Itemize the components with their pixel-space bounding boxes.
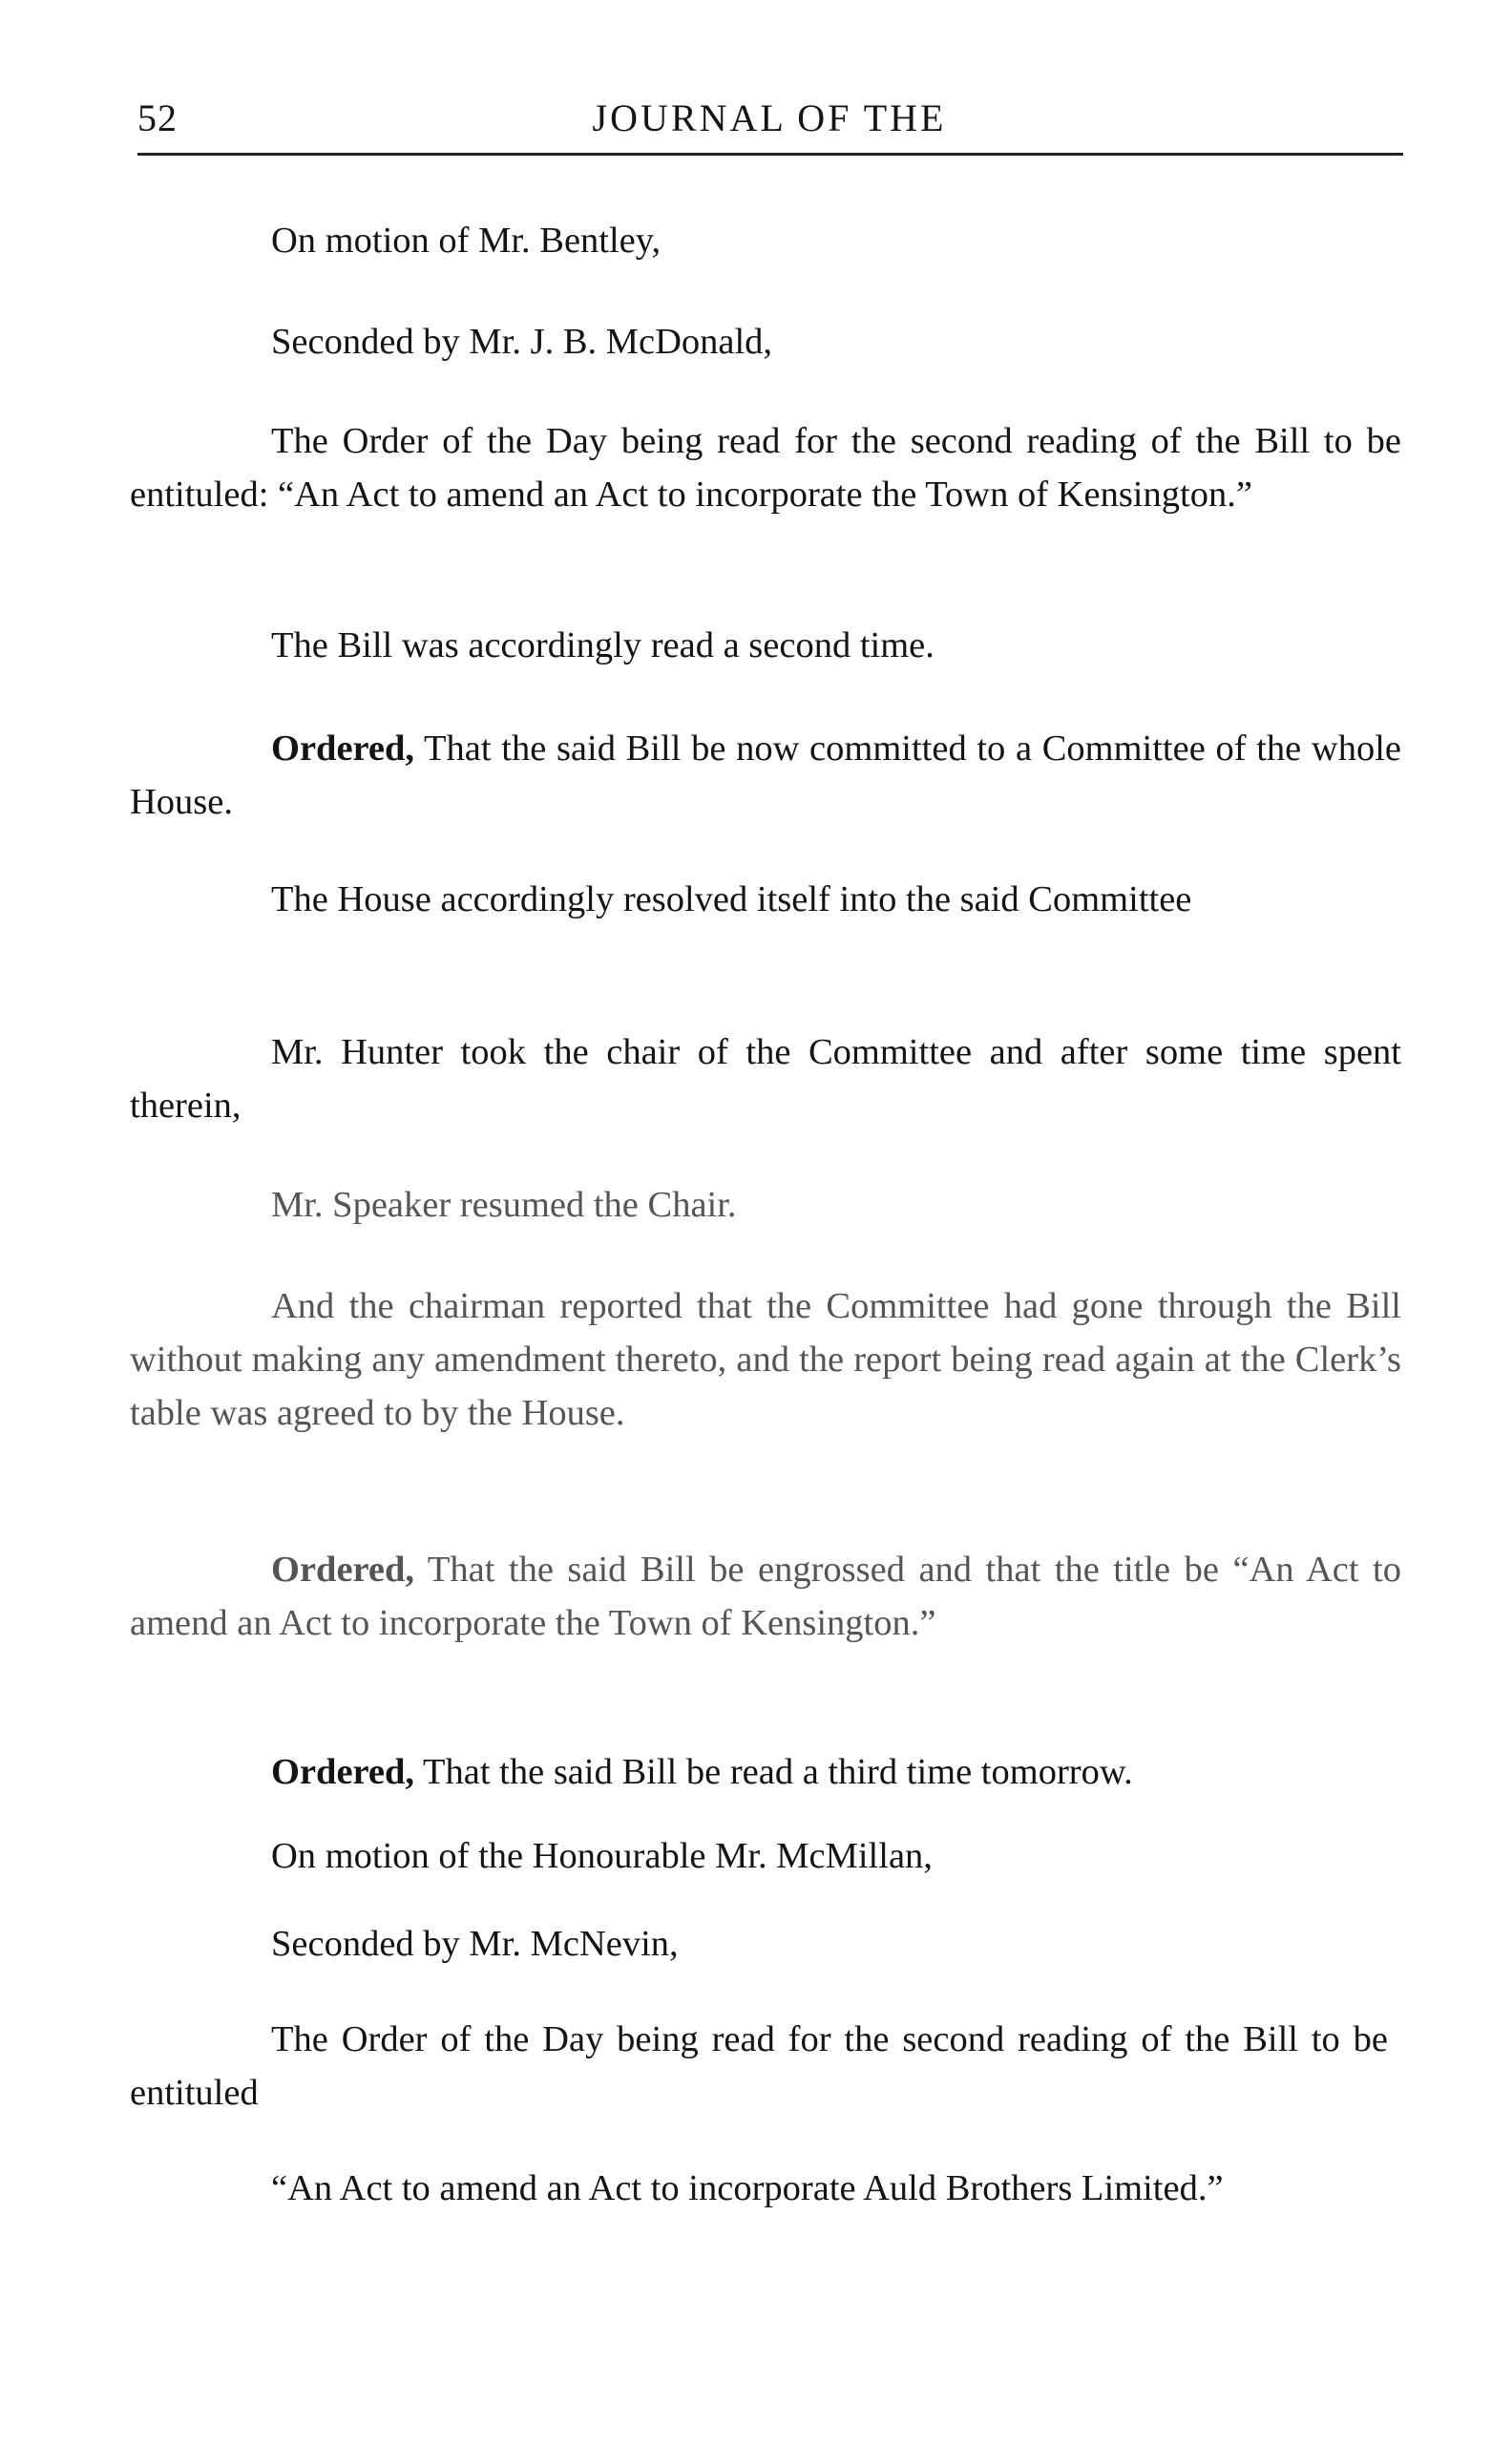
page-header (137, 95, 1401, 153)
paragraph-read-second-time: The Bill was accordingly read a second time. (271, 625, 934, 665)
header-rule (137, 153, 1403, 156)
paragraph-ordered-third-reading: Ordered, That the said Bill be read a third time tomorrow. (271, 1752, 1133, 1792)
paragraph-chairman-reported: And the chairman reported that the Committee had gone through the Bill without making any amendment thereto, and the report being read again at the Clerk’s table was agreed to by the House. (130, 1286, 1401, 1433)
paragraph-speaker-resumed: Mr. Speaker resumed the Chair. (271, 1185, 737, 1225)
page-number: 52 (137, 96, 178, 139)
ordered-label: Ordered, (271, 728, 415, 769)
paragraph-auld-brothers-title: “An Act to amend an Act to incorporate Auld Brothers Limited.” (271, 2168, 1224, 2208)
paragraph-hunter-chair: Mr. Hunter took the chair of the Committee and after some time spent therein, (130, 1032, 1401, 1126)
paragraph-ordered-engrossed: Ordered, That the said Bill be engrossed and that the title be “An Act to amend an Act to incorporate the Town of Kensington.” (130, 1550, 1401, 1643)
paragraph-seconded-mcnevin: Seconded by Mr. McNevin, (271, 1924, 679, 1964)
running-head: JOURNAL OF THE (592, 96, 947, 139)
paragraph-order-of-day-kensington: The Order of the Day being read for the second reading of the Bill to be entituled: “An Act to amend an Act to incorporate the Town of Kensington.” (130, 421, 1401, 515)
paragraph-order-of-day-auld: The Order of the Day being read for the second reading of the Bill to be entituled (130, 2019, 1388, 2113)
paragraph-motion-bentley: On motion of Mr. Bentley, (271, 221, 662, 261)
paragraph-house-resolved: The House accordingly resolved itself into the said Committee (271, 879, 1192, 919)
paragraph-motion-mcmillan: On motion of the Honourable Mr. McMillan, (271, 1836, 933, 1876)
paragraph-seconded-mcdonald: Seconded by Mr. J. B. McDonald, (271, 322, 773, 362)
ordered-label: Ordered, (271, 1550, 415, 1590)
ordered-label: Ordered, (271, 1752, 415, 1792)
paragraph-ordered-committed: Ordered, That the said Bill be now committed to a Committee of the whole House. (130, 728, 1401, 822)
